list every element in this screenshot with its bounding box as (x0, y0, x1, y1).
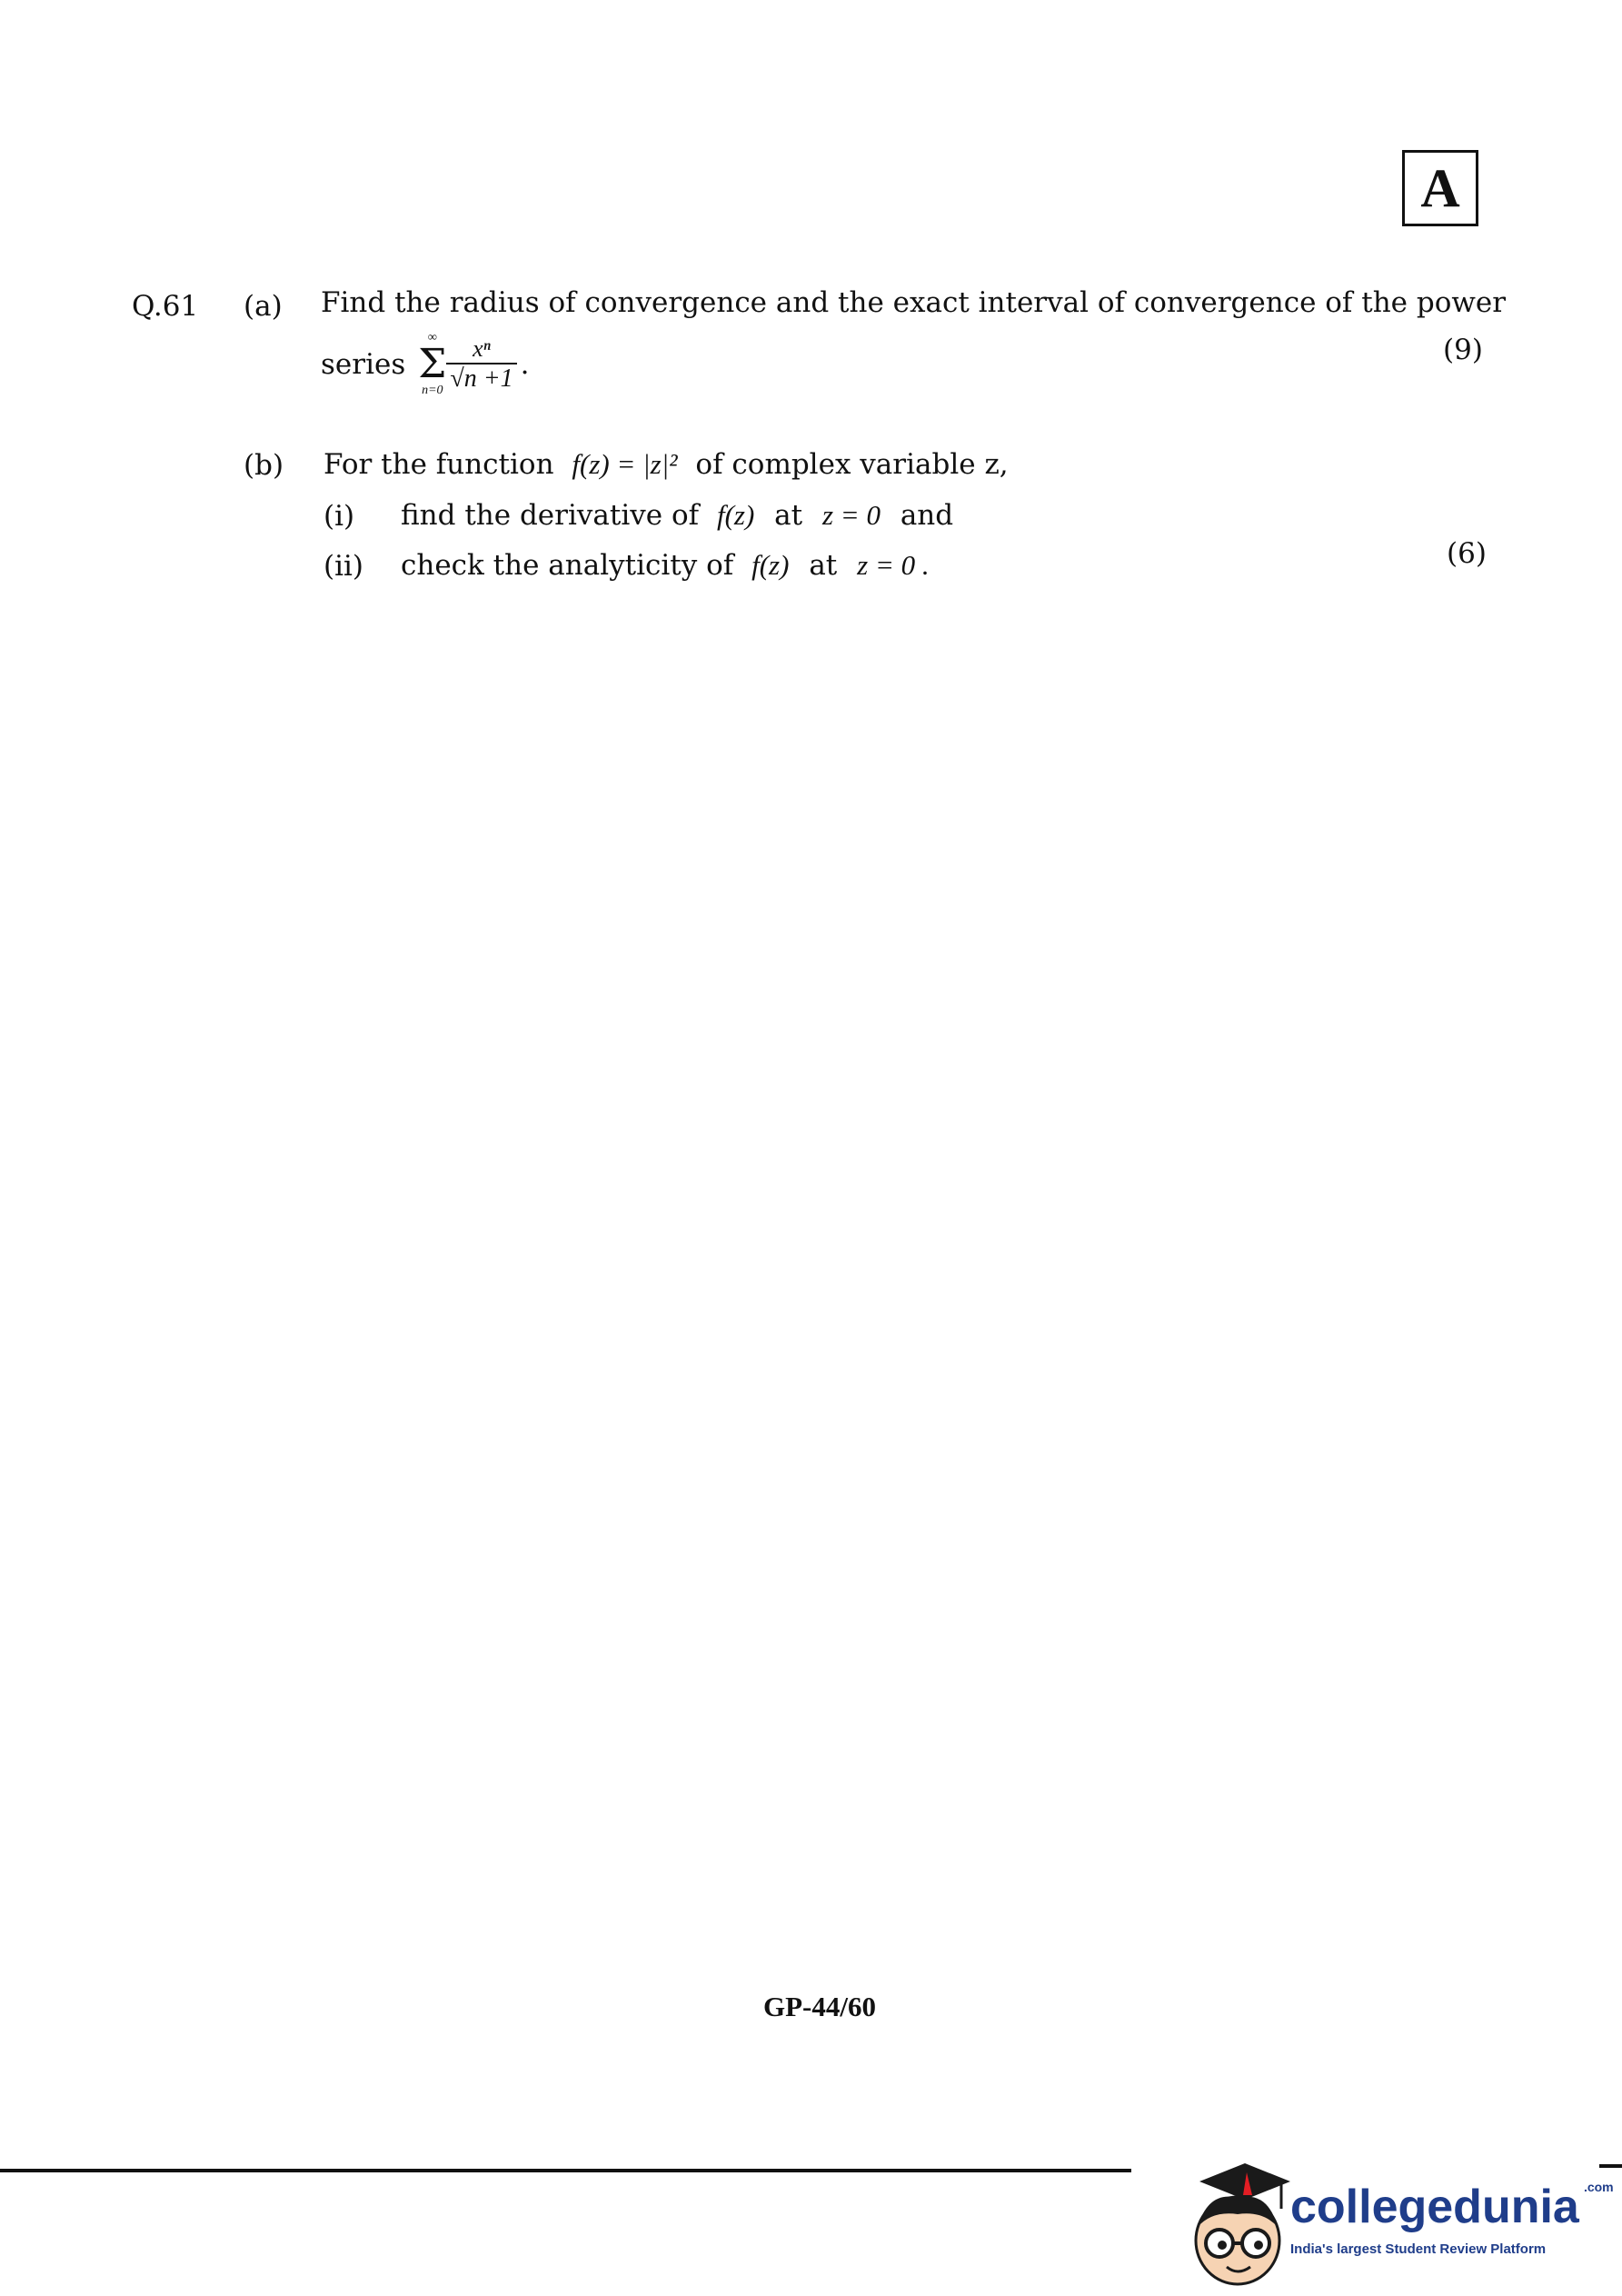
part-b-intro-tail: of complex variable z, (695, 448, 1009, 481)
subpart-i-prefix: find the derivative of (401, 499, 700, 532)
summation (418, 332, 446, 397)
subpart-i-text (401, 501, 953, 530)
part-b-intro (323, 450, 1009, 479)
brand-tagline: India's largest Student Review Platform (1290, 2241, 1547, 2257)
question-number: Q.61 (132, 290, 199, 323)
subpart-i-at: at (774, 499, 803, 532)
subpart-ii-prefix: check the analyticity of (401, 549, 734, 582)
subpart-ii-label: (ii) (323, 550, 364, 583)
subpart-ii-function: f(z) (751, 549, 790, 581)
page-code: GP-44/60 (763, 1991, 876, 2022)
part-a-text: Find the radius of convergence and the exact interval of convergence of the power (321, 286, 1507, 319)
part-b-label: (b) (244, 449, 284, 482)
series-numerator: xⁿ (446, 337, 516, 364)
mascot-logo (1181, 2154, 1290, 2291)
brand-name: collegedunia (1290, 2181, 1579, 2233)
part-a-marks: (9) (1443, 334, 1483, 366)
sigma-symbol: Σ (418, 341, 447, 387)
function-definition: f(z) = |z|² (572, 448, 678, 480)
subpart-i-condition: z = 0 (821, 499, 881, 531)
brand-suffix: .com (1583, 2180, 1614, 2194)
bottom-rule-right (1599, 2164, 1622, 2168)
booklet-code-box (1402, 150, 1478, 226)
subpart-i-and: and (900, 499, 954, 532)
series-denominator: √n +1 (450, 364, 513, 393)
sum-upper-limit: ∞ (427, 331, 437, 344)
subpart-ii-text (401, 551, 930, 580)
bottom-rule (0, 2169, 1131, 2172)
part-b-marks: (6) (1447, 537, 1487, 570)
part-a-label: (a) (244, 290, 283, 323)
booklet-code: A (1420, 157, 1460, 218)
subpart-i-function: f(z) (716, 499, 755, 531)
series-term (446, 337, 516, 392)
part-b-intro-text: For the function (323, 448, 554, 481)
series-word: series (321, 347, 406, 381)
sum-lower-limit: n=0 (422, 384, 443, 397)
subpart-ii-at: at (809, 549, 838, 582)
brand-wordmark (1290, 2180, 1614, 2234)
subpart-i-label: (i) (323, 500, 355, 533)
subpart-ii-condition: z = 0 . (857, 549, 930, 581)
part-a-series: series ∞ Σ n=0 $\frac{\text{xⁿ}}{√n +1}$ . (321, 331, 530, 397)
